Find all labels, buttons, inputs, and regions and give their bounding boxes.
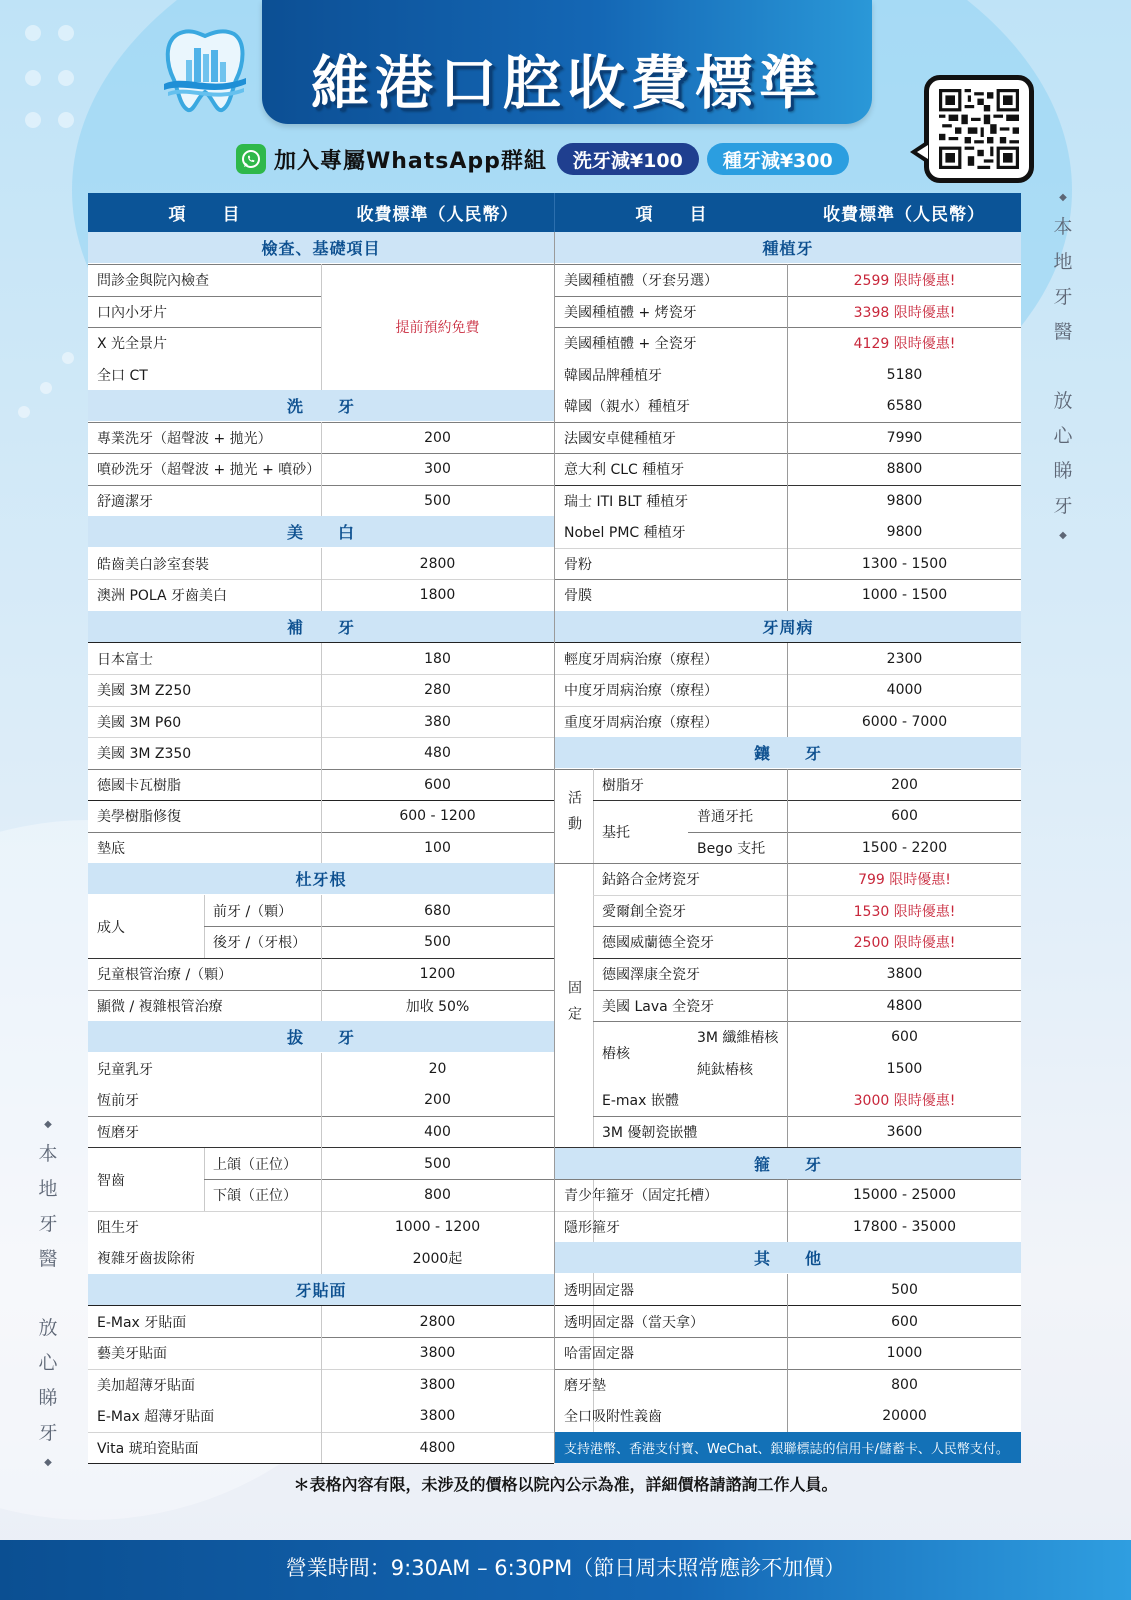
footer-banner: [0, 1540, 1131, 1600]
col-header-item-left: 項 目: [88, 193, 321, 232]
item-label: E-max 嵌體: [602, 1092, 679, 1109]
diamond-icon: ◆: [44, 1457, 52, 1468]
page-title: 維港口腔收費標準: [310, 49, 823, 117]
section-filling: 補 牙: [88, 611, 554, 642]
slogan-char: 牙: [38, 1213, 58, 1235]
business-hours: 營業時間：9:30AM – 6:30PM（節日周末照常應診不加價）: [285, 1556, 846, 1580]
decor-dot: [25, 70, 41, 86]
item-price: 200: [424, 429, 451, 446]
item-price: 200: [424, 1091, 451, 1108]
decor-dot: [25, 25, 41, 41]
item-label: 皓齒美白診室套裝: [97, 556, 209, 573]
tooth-logo-icon: [160, 26, 250, 114]
item-price-promo: 4129 限時優惠!: [853, 335, 956, 352]
col-divider: [787, 769, 788, 1147]
price-table: [88, 193, 1021, 1463]
col-divider: [321, 264, 322, 390]
item-price: 6000 - 7000: [861, 713, 948, 730]
item-price: 1500: [886, 1060, 923, 1077]
decor-dot: [62, 352, 74, 364]
item-price: 3800: [886, 965, 923, 982]
item-label: 全口吸附性義齒: [564, 1408, 662, 1425]
item-label: E-Max 超薄牙貼面: [97, 1408, 215, 1425]
item-price: 600 - 1200: [399, 807, 476, 824]
item-price: 2000起: [412, 1250, 463, 1267]
qr-code-icon: [939, 89, 1019, 169]
item-label: Vita 琥珀瓷貼面: [97, 1440, 199, 1457]
row-divider: [88, 1463, 554, 1464]
slogan-char: 牙: [38, 1422, 58, 1444]
item-label: 骨膜: [564, 587, 592, 604]
adult-group-label: 成人: [97, 919, 125, 936]
decor-dot: [40, 382, 52, 394]
slogan-char: 心: [38, 1352, 58, 1374]
fixed-label: 固定: [566, 979, 582, 1032]
section-extraction: 拔 牙: [88, 1021, 554, 1052]
item-label: 純鈦樁核: [697, 1061, 753, 1078]
item-price: 800: [424, 1186, 451, 1203]
section-implant: 種植牙: [555, 232, 1021, 263]
item-price: 3800: [419, 1344, 456, 1361]
item-label: 美國種植體（牙套另選）: [564, 272, 718, 289]
item-label: 愛爾創全瓷牙: [602, 903, 686, 920]
item-price-promo: 1530 限時優惠!: [853, 903, 956, 920]
item-price: 400: [424, 1123, 451, 1140]
item-price: 680: [424, 902, 451, 919]
qr-code[interactable]: [924, 75, 1034, 183]
col-divider: [321, 1053, 322, 1274]
item-label: 問診金與院內檢查: [97, 272, 209, 289]
item-label: 恆磨牙: [97, 1124, 139, 1141]
item-label: 法國安卓健種植牙: [564, 430, 676, 447]
removable-label: 活動: [566, 790, 582, 842]
item-label: 恆前牙: [97, 1092, 139, 1109]
item-price: 100: [424, 839, 451, 856]
item-label: 意大利 CLC 種植牙: [564, 461, 685, 478]
item-price: 600: [891, 1028, 918, 1045]
whatsapp-promo-row: [236, 142, 857, 176]
disclaimer-text: ＊表格內容有限，未涉及的價格以院內公示為准，詳細價格請諮詢工作人員。: [293, 1475, 838, 1494]
fixed-group-label: [555, 863, 593, 1148]
section-exam: 檢查、基礎項目: [88, 232, 554, 263]
item-label: 兒童乳牙: [97, 1061, 153, 1078]
removable-group-label: [555, 769, 593, 863]
side-slogan-right: [1050, 186, 1076, 548]
item-label: 德國澤康全瓷牙: [602, 966, 700, 983]
item-price-promo: 3000 限時優惠!: [853, 1092, 956, 1109]
slogan-char: 牙: [1053, 495, 1073, 517]
section-cleaning: 洗 牙: [88, 390, 554, 421]
col-header-item-right: 項 目: [554, 193, 788, 232]
item-label: 德國威蘭德全瓷牙: [602, 934, 714, 951]
item-price: 180: [424, 650, 451, 667]
item-label: 重度牙周病治療（療程）: [564, 714, 718, 731]
item-label: 後牙 /（牙根）: [213, 934, 307, 951]
item-label: 隱形箍牙: [564, 1219, 620, 1236]
col-divider: [787, 1274, 788, 1432]
item-price: 9800: [886, 523, 923, 540]
item-label: 舒適潔牙: [97, 493, 153, 510]
item-price: 20: [428, 1060, 447, 1077]
decor-dot: [18, 406, 30, 418]
item-price: 800: [891, 1376, 918, 1393]
col-divider: [321, 643, 322, 863]
item-price: 1200: [419, 965, 456, 982]
payment-methods-note: 支持港幣、香港支付寶、WeChat、銀聯標誌的信用卡/儲蓄卡、人民幣支付。: [555, 1432, 1021, 1463]
item-price: 17800 - 35000: [852, 1218, 957, 1235]
item-price-promo: 799 限時優惠!: [858, 871, 951, 888]
item-label: 骨粉: [564, 556, 592, 573]
item-price: 500: [891, 1281, 918, 1298]
section-periodontal: 牙周病: [555, 611, 1021, 642]
slogan-char: 醫: [1053, 321, 1073, 343]
item-label: 磨牙墊: [564, 1377, 606, 1394]
item-label: 前牙 /（顆）: [213, 903, 293, 920]
item-label: 鈷鉻合金烤瓷牙: [602, 871, 700, 888]
item-price: 300: [424, 460, 451, 477]
item-label: 美國種植體 + 烤瓷牙: [564, 304, 697, 321]
decor-dot: [25, 112, 41, 128]
slogan-char: 本: [38, 1143, 58, 1165]
wisdom-tooth-group-label: 智齒: [97, 1172, 125, 1189]
decor-dot: [58, 70, 74, 86]
item-label: Bego 支托: [697, 840, 766, 857]
free-with-booking-price: 提前預約免費: [395, 320, 480, 336]
item-label: 日本富士: [97, 651, 153, 668]
item-label: 顯微 / 複雜根管治療: [97, 998, 223, 1015]
whatsapp-icon: [236, 144, 266, 174]
item-price: 3800: [419, 1376, 456, 1393]
item-price: 600: [424, 776, 451, 793]
item-label: 阻生牙: [97, 1219, 139, 1236]
item-label: 上頜（正位）: [213, 1156, 297, 1173]
item-price-promo: 2500 限時優惠!: [853, 934, 956, 951]
item-label: 美國 3M Z250: [97, 682, 192, 699]
col-divider: [787, 1179, 788, 1242]
item-label: 輕度牙周病治療（療程）: [564, 651, 718, 668]
item-label: 墊底: [97, 840, 125, 857]
item-price: 15000 - 25000: [852, 1186, 957, 1203]
item-price: 2800: [419, 1313, 456, 1330]
item-price: 500: [424, 492, 451, 509]
item-label: Nobel PMC 種植牙: [564, 524, 686, 541]
item-label: 透明固定器: [564, 1282, 634, 1299]
promo-cleaning-discount: 洗牙減¥100: [557, 143, 699, 175]
item-price-promo: 2599 限時優惠!: [853, 272, 956, 289]
item-price: 20000: [882, 1407, 927, 1424]
item-label: 美國 3M Z350: [97, 745, 192, 762]
diamond-icon: ◆: [44, 1119, 52, 1130]
section-denture: 鑲 牙: [555, 737, 1021, 768]
section-orthodontics: 箍 牙: [555, 1148, 1021, 1179]
col-divider: [787, 264, 788, 611]
decor-dot: [58, 112, 74, 128]
whatsapp-group-label[interactable]: 加入專屬WhatsApp群組: [274, 148, 547, 174]
item-label: 青少年箍牙（固定托槽）: [564, 1187, 718, 1204]
item-label: X 光全景片: [97, 335, 168, 352]
item-label: 美國 3M P60: [97, 714, 182, 731]
promo-implant-discount: 種牙減¥300: [707, 143, 849, 175]
slogan-char: 牙: [1053, 286, 1073, 308]
section-whitening: 美 白: [88, 516, 554, 547]
item-label: E-Max 牙貼面: [97, 1314, 187, 1331]
item-price-promo: 3398 限時優惠!: [853, 304, 956, 321]
slogan-char: 放: [1053, 390, 1073, 412]
item-price: 1500 - 2200: [861, 839, 948, 856]
slogan-char: 睇: [1053, 460, 1073, 482]
item-label: 瑞士 ITI BLT 種植牙: [564, 493, 689, 510]
decor-dot: [58, 25, 74, 41]
item-label: 下頜（正位）: [213, 1187, 297, 1204]
col-divider: [321, 895, 322, 1021]
item-price: 600: [891, 807, 918, 824]
item-price: 1000 - 1200: [394, 1218, 481, 1235]
col-divider: [787, 643, 788, 737]
title-banner: [262, 0, 872, 124]
item-price: 500: [424, 933, 451, 950]
item-label: 3M 纖維樁核: [697, 1029, 779, 1046]
qr-bubble-tail-inner: [917, 145, 928, 159]
item-price: 4800: [886, 997, 923, 1014]
col-divider: [321, 1306, 322, 1463]
slogan-char: 放: [38, 1317, 58, 1339]
item-label: 德國卡瓦樹脂: [97, 777, 181, 794]
section-other: 其 他: [555, 1242, 1021, 1273]
item-label: 韓國（親水）種植牙: [564, 398, 690, 415]
item-price: 8800: [886, 460, 923, 477]
item-price: 1800: [419, 586, 456, 603]
item-label: 專業洗牙（超聲波 + 拋光）: [97, 430, 272, 447]
item-label: 複雜牙齒拔除術: [97, 1250, 195, 1267]
side-slogan-left: [35, 1113, 61, 1475]
item-price: 280: [424, 681, 451, 698]
item-price: 3600: [886, 1123, 923, 1140]
item-label: 普通牙托: [697, 808, 753, 825]
slogan-char: 醫: [38, 1248, 58, 1270]
slogan-char: 睇: [38, 1387, 58, 1409]
item-price: 200: [891, 776, 918, 793]
item-price: 9800: [886, 492, 923, 509]
item-label: 透明固定器（當天拿）: [564, 1314, 704, 1331]
item-label: 美加超薄牙貼面: [97, 1377, 195, 1394]
col-divider: [321, 422, 322, 516]
section-root-canal: 杜牙根: [88, 863, 554, 894]
slogan-char: 本: [1053, 216, 1073, 238]
item-label: 口內小牙片: [97, 304, 167, 321]
item-label: 全口 CT: [97, 367, 148, 384]
item-price: 7990: [886, 429, 923, 446]
col-header-price-right: 收費標準（人民幣）: [787, 193, 1021, 232]
item-label: 美學樹脂修復: [97, 808, 181, 825]
item-label: 兒童根管治療 /（顆）: [97, 966, 233, 983]
diamond-icon: ◆: [1059, 192, 1067, 203]
item-price: 600: [891, 1313, 918, 1330]
item-label: 樹脂牙: [602, 777, 644, 794]
item-price: 1300 - 1500: [861, 555, 948, 572]
item-label: 噴砂洗牙（超聲波 + 拋光 + 噴砂）: [97, 461, 321, 478]
item-price: 6580: [886, 397, 923, 414]
item-price: 5180: [886, 366, 923, 383]
item-price: 3800: [419, 1407, 456, 1424]
item-label: 韓國品牌種植牙: [564, 367, 662, 384]
col-divider: [321, 548, 322, 611]
item-price: 加收 50%: [405, 998, 470, 1015]
slogan-char: 心: [1053, 425, 1073, 447]
item-price: 4000: [886, 681, 923, 698]
item-price: 4800: [419, 1439, 456, 1456]
col-header-price-left: 收費標準（人民幣）: [321, 193, 554, 232]
item-price: 1000 - 1500: [861, 586, 948, 603]
item-label: 3M 優韌瓷嵌體: [602, 1124, 698, 1141]
item-price: 500: [424, 1155, 451, 1172]
item-price: 480: [424, 744, 451, 761]
item-label: 美國 Lava 全瓷牙: [602, 998, 715, 1015]
item-price: 380: [424, 713, 451, 730]
slogan-char: 地: [1053, 251, 1073, 273]
item-label: 中度牙周病治療（療程）: [564, 682, 718, 699]
item-label: 哈雷固定器: [564, 1345, 634, 1362]
base-group-label: 基托: [602, 824, 630, 841]
item-label: 美國種植體 + 全瓷牙: [564, 335, 697, 352]
item-label: 澳洲 POLA 牙齒美白: [97, 587, 228, 604]
item-price: 2800: [419, 555, 456, 572]
item-label: 藝美牙貼面: [97, 1345, 167, 1362]
diamond-icon: ◆: [1059, 530, 1067, 541]
section-veneer: 牙貼面: [88, 1274, 554, 1305]
slogan-char: 地: [38, 1178, 58, 1200]
item-price: 1000: [886, 1344, 923, 1361]
item-price: 2300: [886, 650, 923, 667]
post-core-group-label: 樁核: [602, 1045, 630, 1062]
